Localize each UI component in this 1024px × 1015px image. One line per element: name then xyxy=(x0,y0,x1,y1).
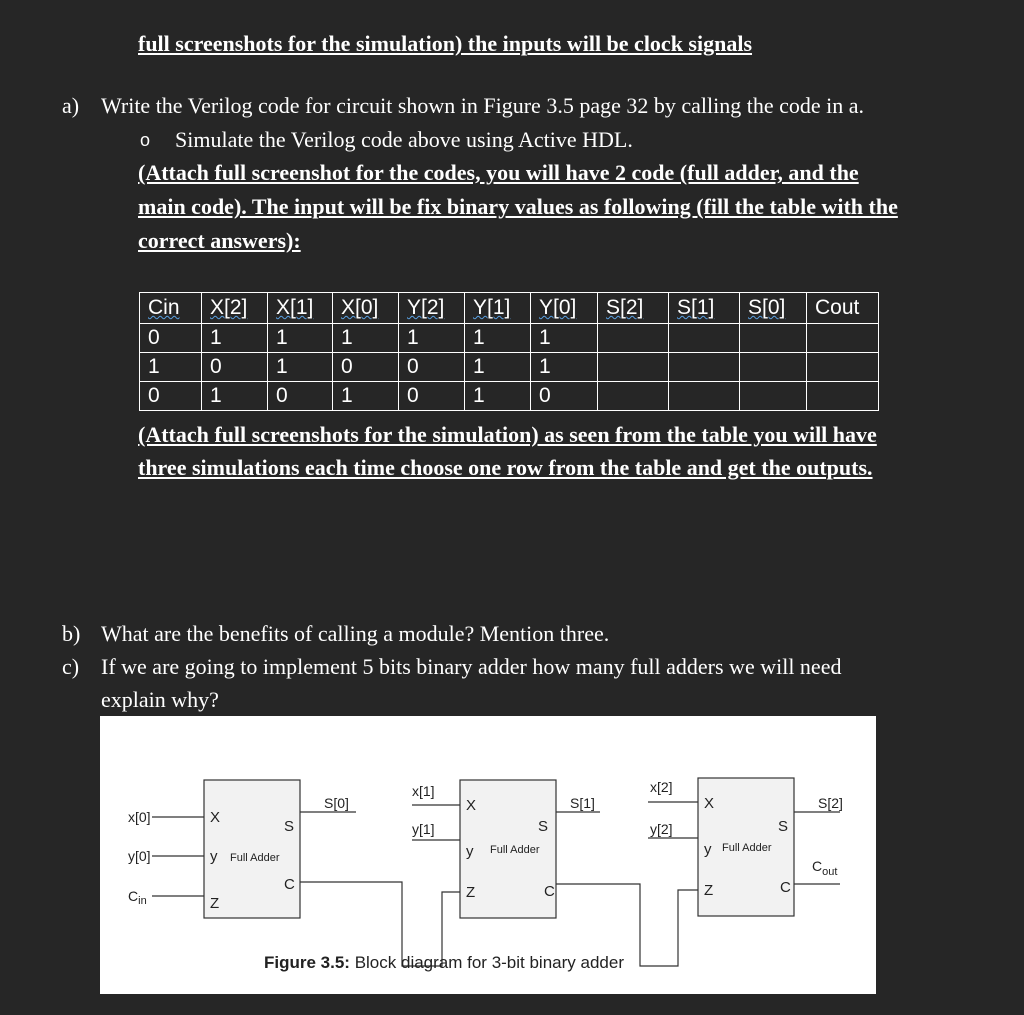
table-row xyxy=(140,382,879,411)
attach-instruction-3: correct answers): xyxy=(138,228,301,253)
table-cell xyxy=(598,353,669,382)
question-c-text-2: explain why? xyxy=(101,687,219,712)
table-header: S[2] xyxy=(598,293,669,324)
simulation-instruction-1: (Attach full screenshots for the simulation) as seen from the table you will have xyxy=(138,422,877,447)
input-x1-label: x[1] xyxy=(412,783,435,799)
table-cell: 1 xyxy=(465,324,531,353)
table-cell xyxy=(669,382,740,411)
block-diagram xyxy=(100,716,876,994)
table-header: Cout xyxy=(807,293,879,324)
table-cell: 1 xyxy=(465,382,531,411)
table-cell: 1 xyxy=(399,324,465,353)
table-cell xyxy=(598,382,669,411)
input-x0-label: x[0] xyxy=(128,809,151,825)
table-cell: 1 xyxy=(333,382,399,411)
question-c-text: If we are going to implement 5 bits binary adder how many full adders we will need xyxy=(101,654,842,679)
table-row xyxy=(140,353,879,382)
output-s1-label: S[1] xyxy=(570,795,595,811)
table-cell xyxy=(740,324,807,353)
input-cin-label: $C_{in}$ xyxy=(128,888,147,907)
table-cell: 0 xyxy=(531,382,598,411)
figure-caption: Figure 3.5: Block diagram for 3-bit binary adder xyxy=(264,953,624,972)
output-s2-label: S[2] xyxy=(818,795,843,811)
truth-table xyxy=(139,292,879,411)
table-cell xyxy=(669,353,740,382)
block-1-c-port: C xyxy=(544,883,555,900)
table-cell: 1 xyxy=(140,353,202,382)
table-cell: 0 xyxy=(399,382,465,411)
block-1-z-port: Z xyxy=(466,884,476,901)
input-y0-label: y[0] xyxy=(128,848,151,864)
table-cell: 0 xyxy=(333,353,399,382)
figure-3-5 xyxy=(100,716,876,994)
table-header: Y[0] xyxy=(531,293,598,324)
table-cell xyxy=(740,353,807,382)
simulation-instruction-2: three simulations each time choose one row from the table and get the outputs. xyxy=(138,455,873,480)
table-cell xyxy=(598,324,669,353)
question-b-marker: b) xyxy=(62,621,81,646)
block-2-c-port: C xyxy=(780,879,791,896)
table-cell xyxy=(669,324,740,353)
block-1-title: Full Adder xyxy=(490,844,540,856)
question-a-marker: a) xyxy=(62,93,80,118)
table-header: S[1] xyxy=(669,293,740,324)
table-cell: 1 xyxy=(202,382,268,411)
input-y1-label: y[1] xyxy=(412,821,435,837)
table-cell xyxy=(807,382,879,411)
block-2-z-port: Z xyxy=(704,882,714,899)
block-0-x-port: X xyxy=(210,809,221,826)
table-cell xyxy=(807,324,879,353)
table-cell: 0 xyxy=(202,353,268,382)
question-a-text: Write the Verilog code for circuit shown in Figure 3.5 page 32 by calling the code in a. xyxy=(101,93,864,118)
table-header: Cin xyxy=(140,293,202,324)
question-b-text: What are the benefits of calling a module? Mention three. xyxy=(101,621,610,646)
table-cell: 1 xyxy=(268,353,333,382)
block-2-title: Full Adder xyxy=(722,842,772,854)
table-cell: 1 xyxy=(531,353,598,382)
table-header: S[0] xyxy=(740,293,807,324)
block-2-s-port: S xyxy=(778,818,789,835)
block-0-c-port: C xyxy=(284,876,295,893)
table-cell: 0 xyxy=(140,382,202,411)
block-2-y-port: y xyxy=(704,841,712,858)
block-0-y-port: y xyxy=(210,848,218,865)
table-row xyxy=(140,324,879,353)
table-header: X[1] xyxy=(268,293,333,324)
block-1-s-port: S xyxy=(538,818,549,835)
table-cell xyxy=(740,382,807,411)
block-0-z-port: Z xyxy=(210,895,220,912)
table-cell: 1 xyxy=(333,324,399,353)
table-cell: 0 xyxy=(399,353,465,382)
block-0-s-port: S xyxy=(284,818,295,835)
block-2-x-port: X xyxy=(704,795,715,812)
table-cell: 1 xyxy=(531,324,598,353)
table-cell: 1 xyxy=(268,324,333,353)
table-header: Y[2] xyxy=(399,293,465,324)
table-cell: 1 xyxy=(202,324,268,353)
block-0-title: Full Adder xyxy=(230,852,280,864)
top-line: full screenshots for the simulation) the inputs will be clock signals xyxy=(138,31,753,56)
table-cell: 1 xyxy=(465,353,531,382)
table-header: X[0] xyxy=(333,293,399,324)
question-c-marker: c) xyxy=(62,654,80,679)
attach-instruction-1: (Attach full screenshot for the codes, you will have 2 code (full adder, and the xyxy=(138,160,859,185)
table-header-row xyxy=(140,293,879,324)
attach-instruction-2: main code). The input will be fix binary values as following (fill the table with the xyxy=(138,194,898,219)
output-s0-label: S[0] xyxy=(324,795,349,811)
block-1-x-port: X xyxy=(466,797,477,814)
output-cout-label: $C_{out}$ xyxy=(812,858,838,878)
table-cell: 0 xyxy=(268,382,333,411)
table-cell xyxy=(807,353,879,382)
table-header: X[2] xyxy=(202,293,268,324)
table-cell: 0 xyxy=(140,324,202,353)
bullet-icon: o xyxy=(140,130,151,150)
question-a-sub: Simulate the Verilog code above using Active HDL. xyxy=(175,127,633,152)
block-1-y-port: y xyxy=(466,843,474,860)
input-y2-label: y[2] xyxy=(650,821,673,837)
table-header: Y[1] xyxy=(465,293,531,324)
input-x2-label: x[2] xyxy=(650,779,673,795)
